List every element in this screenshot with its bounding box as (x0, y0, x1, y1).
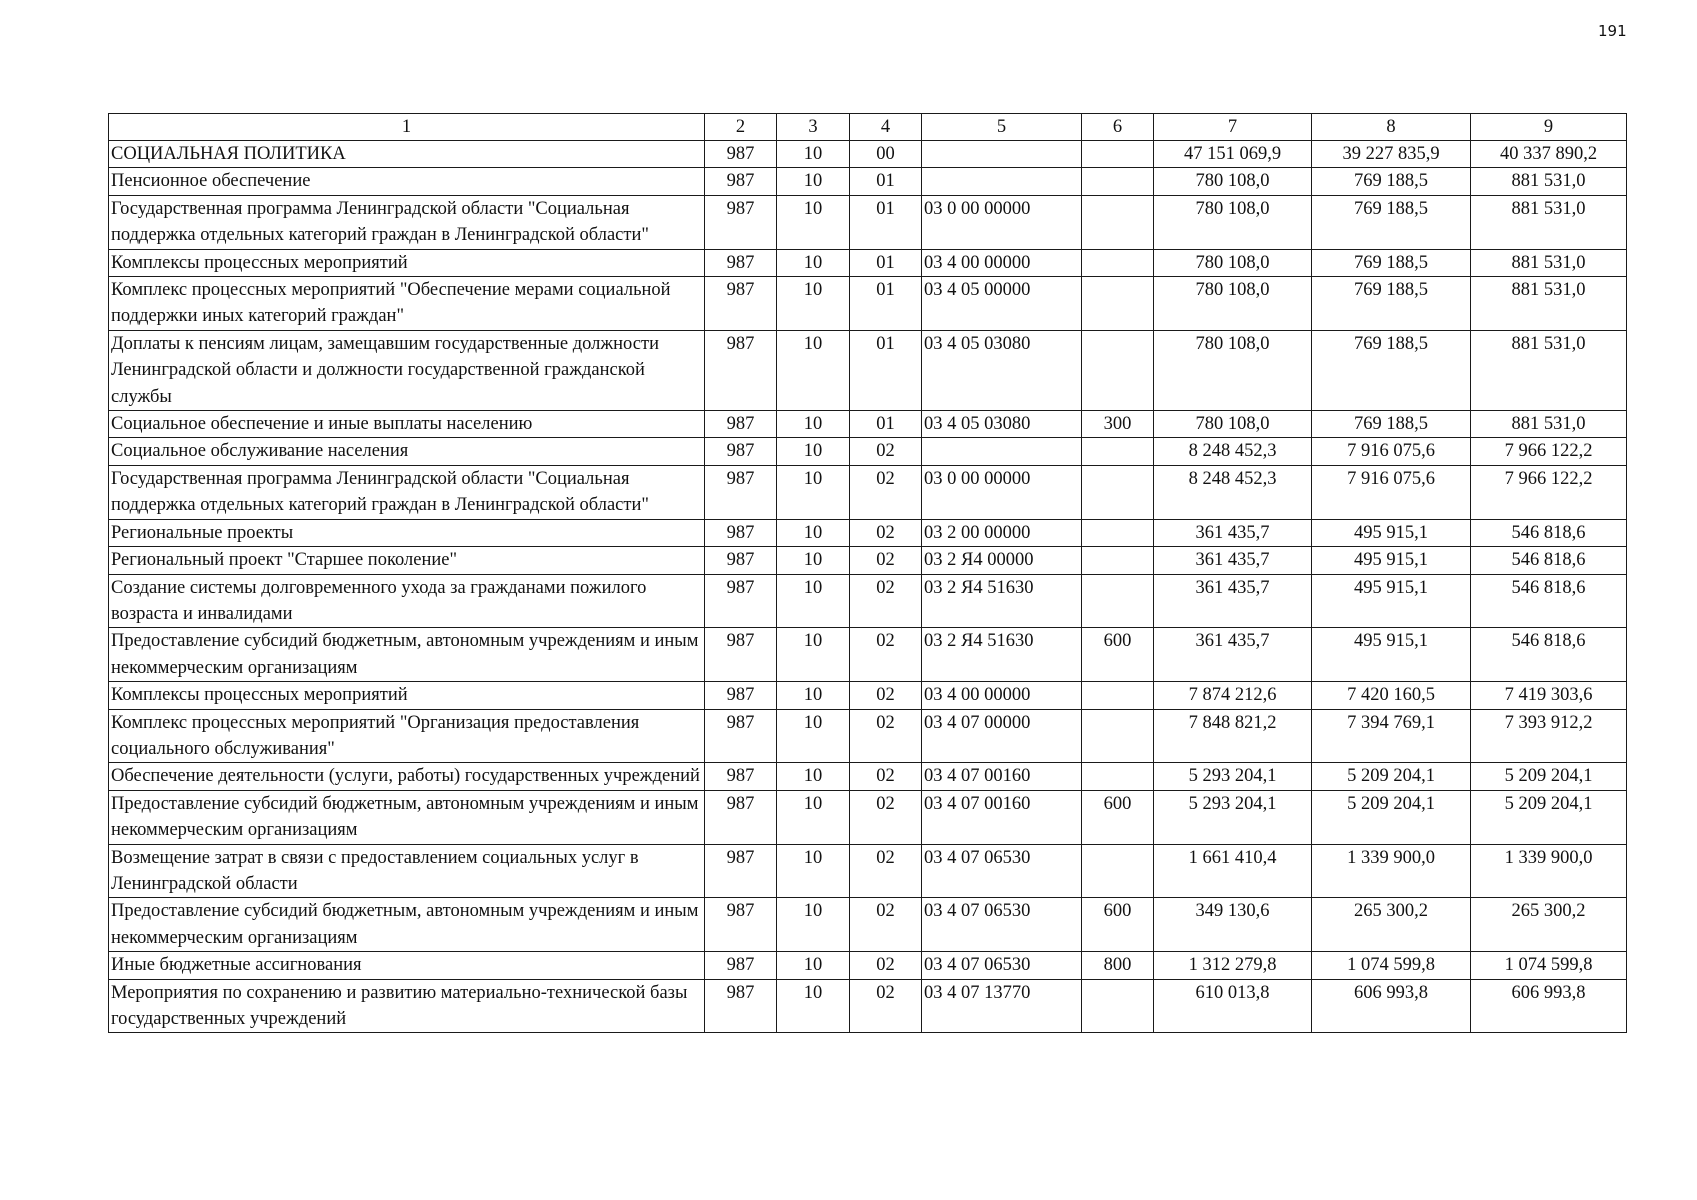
row-subsection-cell: 02 (850, 763, 922, 790)
row-grbs-cell: 987 (705, 168, 777, 195)
row-expense-type-cell (1082, 979, 1154, 1033)
row-grbs-cell: 987 (705, 195, 777, 249)
column-header-5: 5 (922, 114, 1082, 141)
row-target-article-cell: 03 0 00 00000 (922, 465, 1082, 519)
row-target-article-cell (922, 438, 1082, 465)
row-section-cell: 10 (777, 465, 850, 519)
row-value-3-cell: 881 531,0 (1471, 411, 1627, 438)
row-target-article-cell: 03 4 00 00000 (922, 682, 1082, 709)
row-subsection-cell: 02 (850, 547, 922, 574)
row-value-1-cell: 1 661 410,4 (1154, 844, 1312, 898)
row-section-cell: 10 (777, 709, 850, 763)
table-row (109, 411, 1627, 438)
row-name-cell: Пенсионное обеспечение (109, 168, 705, 195)
page-number: 191 (1598, 22, 1627, 40)
row-subsection-cell: 00 (850, 141, 922, 168)
row-value-2-cell: 769 188,5 (1312, 330, 1471, 410)
row-value-3-cell: 546 818,6 (1471, 574, 1627, 628)
row-value-2-cell: 7 394 769,1 (1312, 709, 1471, 763)
row-value-2-cell: 769 188,5 (1312, 249, 1471, 276)
table-row (109, 898, 1627, 952)
row-target-article-cell (922, 168, 1082, 195)
row-value-3-cell: 546 818,6 (1471, 547, 1627, 574)
row-subsection-cell: 02 (850, 979, 922, 1033)
row-section-cell: 10 (777, 277, 850, 331)
row-subsection-cell: 01 (850, 277, 922, 331)
row-target-article-cell: 03 4 00 00000 (922, 249, 1082, 276)
column-header-2: 2 (705, 114, 777, 141)
row-subsection-cell: 01 (850, 195, 922, 249)
row-name-cell: Создание системы долговременного ухода за гражданами пожилого возраста и инвалидами (109, 574, 705, 628)
row-section-cell: 10 (777, 249, 850, 276)
row-expense-type-cell (1082, 763, 1154, 790)
row-value-1-cell: 361 435,7 (1154, 574, 1312, 628)
row-value-1-cell: 780 108,0 (1154, 168, 1312, 195)
table-row (109, 277, 1627, 331)
row-section-cell: 10 (777, 763, 850, 790)
row-expense-type-cell (1082, 682, 1154, 709)
row-value-1-cell: 47 151 069,9 (1154, 141, 1312, 168)
budget-table (108, 113, 1627, 1033)
row-value-2-cell: 7 916 075,6 (1312, 465, 1471, 519)
row-section-cell: 10 (777, 330, 850, 410)
row-target-article-cell: 03 4 05 03080 (922, 330, 1082, 410)
row-subsection-cell: 01 (850, 249, 922, 276)
row-value-2-cell: 769 188,5 (1312, 411, 1471, 438)
row-name-cell: Государственная программа Ленинградской области "Социальная поддержка отдельных категорий граждан в Ленинградской области" (109, 195, 705, 249)
row-name-cell: Предоставление субсидий бюджетным, автономным учреждениям и иным некоммерческим организациям (109, 790, 705, 844)
table-row (109, 682, 1627, 709)
row-section-cell: 10 (777, 141, 850, 168)
row-expense-type-cell (1082, 277, 1154, 331)
row-value-1-cell: 610 013,8 (1154, 979, 1312, 1033)
row-value-1-cell: 7 874 212,6 (1154, 682, 1312, 709)
row-value-2-cell: 7 916 075,6 (1312, 438, 1471, 465)
row-section-cell: 10 (777, 438, 850, 465)
row-grbs-cell: 987 (705, 277, 777, 331)
row-grbs-cell: 987 (705, 574, 777, 628)
table-row (109, 195, 1627, 249)
row-name-cell: Региональный проект "Старшее поколение" (109, 547, 705, 574)
row-expense-type-cell (1082, 519, 1154, 546)
row-target-article-cell: 03 4 07 06530 (922, 844, 1082, 898)
row-target-article-cell: 03 4 07 00160 (922, 790, 1082, 844)
row-expense-type-cell: 800 (1082, 952, 1154, 979)
row-value-1-cell: 5 293 204,1 (1154, 763, 1312, 790)
table-row (109, 465, 1627, 519)
row-value-3-cell: 1 339 900,0 (1471, 844, 1627, 898)
row-target-article-cell: 03 4 07 06530 (922, 898, 1082, 952)
row-value-3-cell: 5 209 204,1 (1471, 790, 1627, 844)
table-row (109, 790, 1627, 844)
row-name-cell: Государственная программа Ленинградской области "Социальная поддержка отдельных категорий граждан в Ленинградской области" (109, 465, 705, 519)
table-row (109, 168, 1627, 195)
row-target-article-cell: 03 4 07 06530 (922, 952, 1082, 979)
row-subsection-cell: 01 (850, 168, 922, 195)
row-subsection-cell: 02 (850, 844, 922, 898)
row-expense-type-cell (1082, 249, 1154, 276)
row-value-3-cell: 5 209 204,1 (1471, 763, 1627, 790)
row-value-3-cell: 881 531,0 (1471, 330, 1627, 410)
row-value-1-cell: 8 248 452,3 (1154, 465, 1312, 519)
row-name-cell: Обеспечение деятельности (услуги, работы) государственных учреждений (109, 763, 705, 790)
row-section-cell: 10 (777, 574, 850, 628)
row-grbs-cell: 987 (705, 249, 777, 276)
row-grbs-cell: 987 (705, 438, 777, 465)
row-name-cell: СОЦИАЛЬНАЯ ПОЛИТИКА (109, 141, 705, 168)
row-target-article-cell: 03 4 07 00000 (922, 709, 1082, 763)
row-value-3-cell: 881 531,0 (1471, 168, 1627, 195)
row-value-1-cell: 1 312 279,8 (1154, 952, 1312, 979)
row-grbs-cell: 987 (705, 465, 777, 519)
row-grbs-cell: 987 (705, 682, 777, 709)
row-target-article-cell: 03 0 00 00000 (922, 195, 1082, 249)
column-header-1: 1 (109, 114, 705, 141)
row-subsection-cell: 02 (850, 790, 922, 844)
row-target-article-cell: 03 2 00 00000 (922, 519, 1082, 546)
column-header-8: 8 (1312, 114, 1471, 141)
row-value-3-cell: 7 393 912,2 (1471, 709, 1627, 763)
row-value-1-cell: 7 848 821,2 (1154, 709, 1312, 763)
row-value-2-cell: 265 300,2 (1312, 898, 1471, 952)
table-row (109, 979, 1627, 1033)
row-section-cell: 10 (777, 168, 850, 195)
row-section-cell: 10 (777, 411, 850, 438)
row-expense-type-cell (1082, 465, 1154, 519)
row-subsection-cell: 02 (850, 438, 922, 465)
table-row (109, 628, 1627, 682)
column-header-6: 6 (1082, 114, 1154, 141)
row-value-3-cell: 606 993,8 (1471, 979, 1627, 1033)
row-name-cell: Иные бюджетные ассигнования (109, 952, 705, 979)
table-row (109, 547, 1627, 574)
row-value-2-cell: 606 993,8 (1312, 979, 1471, 1033)
row-value-1-cell: 780 108,0 (1154, 330, 1312, 410)
row-expense-type-cell (1082, 574, 1154, 628)
row-subsection-cell: 02 (850, 682, 922, 709)
row-section-cell: 10 (777, 979, 850, 1033)
row-value-1-cell: 780 108,0 (1154, 411, 1312, 438)
table-body (109, 141, 1627, 1033)
column-header-7: 7 (1154, 114, 1312, 141)
row-name-cell: Комплексы процессных мероприятий (109, 249, 705, 276)
row-name-cell: Доплаты к пенсиям лицам, замещавшим государственные должности Ленинградской области и должности государственной гражданской службы (109, 330, 705, 410)
row-value-2-cell: 495 915,1 (1312, 547, 1471, 574)
column-header-4: 4 (850, 114, 922, 141)
row-value-2-cell: 7 420 160,5 (1312, 682, 1471, 709)
table-row (109, 249, 1627, 276)
row-grbs-cell: 987 (705, 844, 777, 898)
row-value-3-cell: 881 531,0 (1471, 195, 1627, 249)
table-row (109, 574, 1627, 628)
column-header-3: 3 (777, 114, 850, 141)
row-value-3-cell: 7 419 303,6 (1471, 682, 1627, 709)
row-expense-type-cell (1082, 141, 1154, 168)
row-name-cell: Мероприятия по сохранению и развитию материально-технической базы государственных учреждений (109, 979, 705, 1033)
row-grbs-cell: 987 (705, 763, 777, 790)
row-value-3-cell: 881 531,0 (1471, 249, 1627, 276)
row-target-article-cell (922, 141, 1082, 168)
row-value-3-cell: 40 337 890,2 (1471, 141, 1627, 168)
row-value-2-cell: 495 915,1 (1312, 628, 1471, 682)
table-row (109, 763, 1627, 790)
table-header-row (109, 114, 1627, 141)
row-expense-type-cell (1082, 547, 1154, 574)
table-row (109, 952, 1627, 979)
row-name-cell: Комплекс процессных мероприятий "Обеспечение мерами социальной поддержки иных категорий граждан" (109, 277, 705, 331)
row-subsection-cell: 02 (850, 628, 922, 682)
row-subsection-cell: 02 (850, 465, 922, 519)
row-section-cell: 10 (777, 790, 850, 844)
row-name-cell: Возмещение затрат в связи с предоставлением социальных услуг в Ленинградской области (109, 844, 705, 898)
row-name-cell: Предоставление субсидий бюджетным, автономным учреждениям и иным некоммерческим организациям (109, 628, 705, 682)
row-value-3-cell: 7 966 122,2 (1471, 438, 1627, 465)
row-section-cell: 10 (777, 628, 850, 682)
row-value-1-cell: 5 293 204,1 (1154, 790, 1312, 844)
row-expense-type-cell: 600 (1082, 790, 1154, 844)
row-expense-type-cell: 600 (1082, 628, 1154, 682)
row-value-2-cell: 5 209 204,1 (1312, 790, 1471, 844)
row-subsection-cell: 02 (850, 574, 922, 628)
row-value-1-cell: 780 108,0 (1154, 277, 1312, 331)
row-target-article-cell: 03 4 07 00160 (922, 763, 1082, 790)
table-row (109, 709, 1627, 763)
row-section-cell: 10 (777, 844, 850, 898)
row-section-cell: 10 (777, 682, 850, 709)
table-row (109, 519, 1627, 546)
row-subsection-cell: 02 (850, 519, 922, 546)
row-name-cell: Комплекс процессных мероприятий "Организация предоставления социального обслуживания" (109, 709, 705, 763)
row-value-1-cell: 361 435,7 (1154, 519, 1312, 546)
row-value-2-cell: 39 227 835,9 (1312, 141, 1471, 168)
table-row (109, 141, 1627, 168)
row-value-1-cell: 780 108,0 (1154, 195, 1312, 249)
row-section-cell: 10 (777, 195, 850, 249)
row-value-2-cell: 5 209 204,1 (1312, 763, 1471, 790)
column-header-9: 9 (1471, 114, 1627, 141)
row-expense-type-cell (1082, 844, 1154, 898)
row-expense-type-cell (1082, 438, 1154, 465)
row-subsection-cell: 01 (850, 330, 922, 410)
row-value-1-cell: 8 248 452,3 (1154, 438, 1312, 465)
row-expense-type-cell (1082, 330, 1154, 410)
row-expense-type-cell (1082, 709, 1154, 763)
row-value-2-cell: 769 188,5 (1312, 277, 1471, 331)
row-subsection-cell: 02 (850, 952, 922, 979)
row-name-cell: Региональные проекты (109, 519, 705, 546)
row-value-2-cell: 495 915,1 (1312, 574, 1471, 628)
row-grbs-cell: 987 (705, 141, 777, 168)
row-name-cell: Социальное обслуживание населения (109, 438, 705, 465)
row-value-2-cell: 1 339 900,0 (1312, 844, 1471, 898)
row-grbs-cell: 987 (705, 979, 777, 1033)
row-section-cell: 10 (777, 952, 850, 979)
row-grbs-cell: 987 (705, 330, 777, 410)
row-value-3-cell: 546 818,6 (1471, 519, 1627, 546)
row-value-3-cell: 881 531,0 (1471, 277, 1627, 331)
row-expense-type-cell (1082, 195, 1154, 249)
row-target-article-cell: 03 2 Я4 00000 (922, 547, 1082, 574)
row-expense-type-cell: 600 (1082, 898, 1154, 952)
row-value-2-cell: 769 188,5 (1312, 168, 1471, 195)
row-grbs-cell: 987 (705, 628, 777, 682)
row-expense-type-cell: 300 (1082, 411, 1154, 438)
row-target-article-cell: 03 4 05 03080 (922, 411, 1082, 438)
row-value-2-cell: 1 074 599,8 (1312, 952, 1471, 979)
row-grbs-cell: 987 (705, 790, 777, 844)
row-grbs-cell: 987 (705, 411, 777, 438)
row-value-3-cell: 1 074 599,8 (1471, 952, 1627, 979)
row-value-3-cell: 7 966 122,2 (1471, 465, 1627, 519)
row-subsection-cell: 02 (850, 709, 922, 763)
row-grbs-cell: 987 (705, 519, 777, 546)
row-target-article-cell: 03 4 07 13770 (922, 979, 1082, 1033)
row-expense-type-cell (1082, 168, 1154, 195)
row-section-cell: 10 (777, 547, 850, 574)
row-subsection-cell: 02 (850, 898, 922, 952)
row-grbs-cell: 987 (705, 547, 777, 574)
table-row (109, 330, 1627, 410)
row-value-3-cell: 265 300,2 (1471, 898, 1627, 952)
row-target-article-cell: 03 2 Я4 51630 (922, 628, 1082, 682)
row-name-cell: Предоставление субсидий бюджетным, автономным учреждениям и иным некоммерческим организациям (109, 898, 705, 952)
row-grbs-cell: 987 (705, 898, 777, 952)
row-section-cell: 10 (777, 519, 850, 546)
row-value-1-cell: 349 130,6 (1154, 898, 1312, 952)
row-subsection-cell: 01 (850, 411, 922, 438)
row-grbs-cell: 987 (705, 709, 777, 763)
row-target-article-cell: 03 4 05 00000 (922, 277, 1082, 331)
row-value-1-cell: 361 435,7 (1154, 547, 1312, 574)
row-value-1-cell: 361 435,7 (1154, 628, 1312, 682)
row-value-2-cell: 495 915,1 (1312, 519, 1471, 546)
table-row (109, 844, 1627, 898)
row-name-cell: Социальное обеспечение и иные выплаты населению (109, 411, 705, 438)
row-name-cell: Комплексы процессных мероприятий (109, 682, 705, 709)
row-value-3-cell: 546 818,6 (1471, 628, 1627, 682)
row-value-1-cell: 780 108,0 (1154, 249, 1312, 276)
row-value-2-cell: 769 188,5 (1312, 195, 1471, 249)
row-section-cell: 10 (777, 898, 850, 952)
row-grbs-cell: 987 (705, 952, 777, 979)
row-target-article-cell: 03 2 Я4 51630 (922, 574, 1082, 628)
table-row (109, 438, 1627, 465)
